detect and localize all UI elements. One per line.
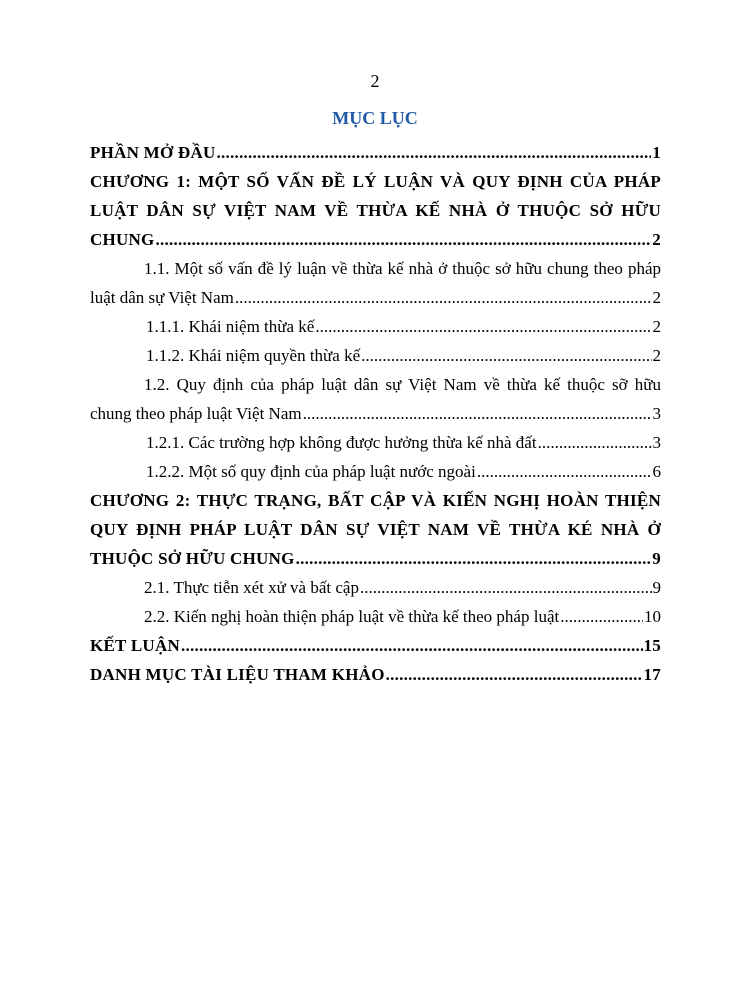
toc-entry-1-1-2[interactable] (90, 341, 661, 370)
toc-entry-page: 9 (652, 578, 661, 597)
toc-entry-label: PHẦN MỞ ĐẦU (90, 143, 216, 162)
toc-entry-1-2-2[interactable] (90, 457, 661, 486)
toc-entry-conclusion[interactable] (90, 631, 661, 660)
toc-entry-1-2-line1[interactable]: 1.2. Quy định của pháp luật dân sự Việt Nam về thừa kế thuộc sỡ hữu (144, 375, 661, 394)
dot-leader (303, 399, 652, 428)
toc-entry-label: chung theo pháp luật Việt Nam (90, 404, 302, 423)
dot-leader (156, 225, 652, 254)
toc-entry-label: CHUNG (90, 230, 155, 249)
dot-leader (538, 428, 652, 457)
page-number: 2 (370, 71, 380, 91)
toc-entry-page: 15 (643, 636, 661, 655)
dot-leader (360, 573, 652, 602)
toc-entry-label: 1.1.2. Khái niệm quyền thừa kế (146, 346, 361, 365)
dot-leader (296, 544, 652, 573)
toc-entry-page: 6 (652, 462, 661, 481)
toc-entry-label: 1.2.2. Một số quy định của pháp luật nước ngoài (146, 462, 476, 481)
toc-entry-label: THUỘC SỞ HỮU CHUNG (90, 549, 295, 568)
toc-entry-intro[interactable] (90, 138, 661, 167)
toc-entry-references[interactable] (90, 660, 661, 689)
toc-entry-chapter1-line1[interactable]: CHƯƠNG 1: MỘT SỐ VẤN ĐỀ LÝ LUẬN VÀ QUY ĐỊNH CỦA PHÁP (90, 172, 661, 191)
toc-entry-page: 2 (652, 288, 661, 307)
dot-leader (315, 312, 651, 341)
toc-entry-label: 1.2.1. Các trường hợp không được hưởng thừa kế nhà đất (146, 433, 537, 452)
toc-entry-label: luật dân sự Việt Nam (90, 288, 234, 307)
toc-entry-chapter1[interactable] (90, 225, 661, 254)
dot-leader (560, 602, 643, 631)
toc-entry-page: 3 (652, 404, 661, 423)
toc-entry-chapter2-line1[interactable]: CHƯƠNG 2: THỰC TRẠNG, BẤT CẬP VÀ KIẾN NGHỊ HOÀN THIỆN (90, 491, 661, 510)
toc-entry-page: 2 (652, 346, 661, 365)
toc-entry-page: 2 (652, 230, 661, 249)
toc-entry-page: 1 (652, 143, 661, 162)
toc-entry-label: 2.1. Thực tiễn xét xử và bất cập (144, 578, 359, 597)
dot-leader (181, 631, 642, 660)
toc-entry-1-2-1[interactable] (90, 428, 661, 457)
dot-leader (361, 341, 651, 370)
toc-entry-1-2[interactable] (90, 399, 661, 428)
toc-entry-label: 1.1.1. Khái niệm thừa kế (146, 317, 315, 336)
toc-entry-page: 3 (652, 433, 661, 452)
dot-leader (386, 660, 643, 689)
toc-entry-2-2[interactable] (90, 602, 661, 631)
toc-title: MỤC LỤC (332, 108, 418, 128)
toc-entry-label: 2.2. Kiến nghị hoàn thiện pháp luật về thừa kế theo pháp luật (144, 607, 560, 626)
toc-entry-1-1-1[interactable] (90, 312, 661, 341)
toc-entry-page: 9 (652, 549, 661, 568)
toc-entry-label: DANH MỤC TÀI LIỆU THAM KHẢO (90, 665, 385, 684)
toc-entry-page: 10 (644, 607, 661, 626)
toc-entry-1-1[interactable] (90, 283, 661, 312)
toc-entry-chapter2[interactable] (90, 544, 661, 573)
toc-entry-page: 17 (643, 665, 661, 684)
toc-entry-2-1[interactable] (90, 573, 661, 602)
dot-leader (477, 457, 652, 486)
dot-leader (235, 283, 652, 312)
toc-entry-chapter2-line2[interactable]: QUY ĐỊNH PHÁP LUẬT DÂN SỰ VIỆT NAM VỀ THỪA KÉ NHÀ Ở (90, 520, 661, 539)
toc-entry-page: 2 (652, 317, 661, 336)
toc-entry-1-1-line1[interactable]: 1.1. Một số vấn đề lý luận về thừa kế nhà ở thuộc sở hữu chung theo pháp (144, 259, 661, 278)
table-of-contents (90, 138, 661, 689)
dot-leader (217, 138, 652, 167)
toc-entry-chapter1-line2[interactable]: LUẬT DÂN SỰ VIỆT NAM VỀ THỪA KẾ NHÀ Ở THUỘC SỞ HỮU (90, 201, 661, 220)
toc-entry-label: KẾT LUẬN (90, 636, 181, 655)
